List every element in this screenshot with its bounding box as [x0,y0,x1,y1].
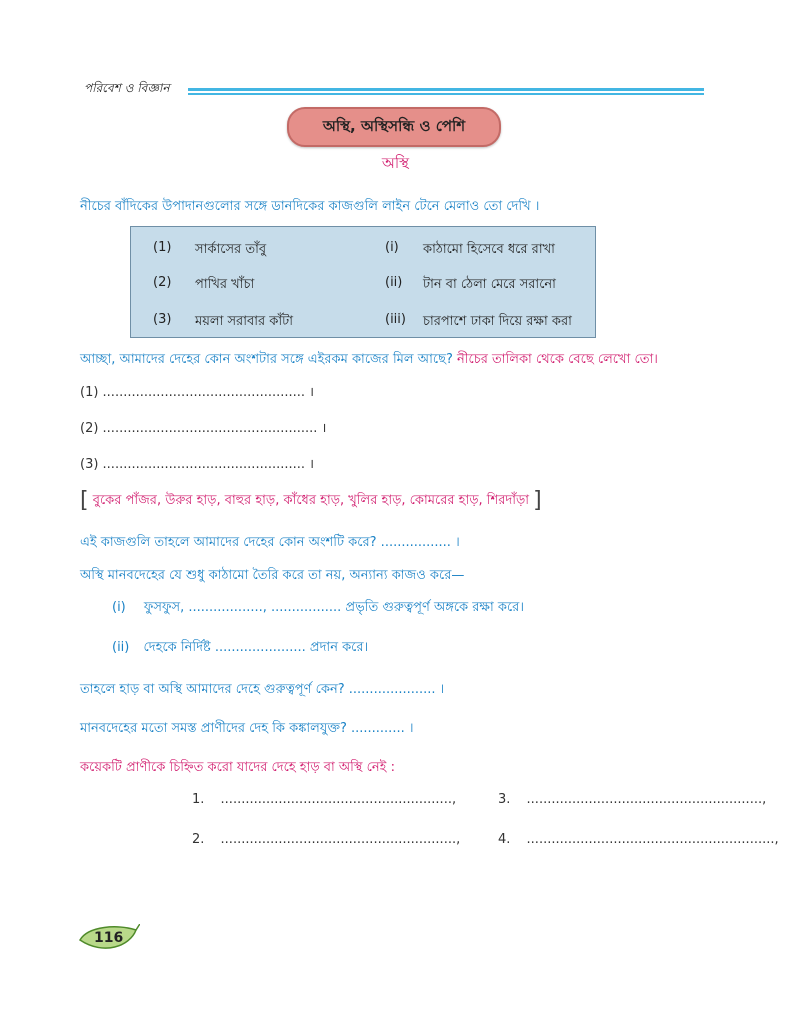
match-right-text: চারপাশে ঢাকা দিয়ে রক্ষা করা [423,314,572,329]
match-right-3 [385,312,572,329]
blank-num: 2. [192,832,205,847]
match-right-1 [385,240,555,257]
match-right-num: (i) [385,240,399,255]
match-left-text: পাখির খাঁচা [195,277,255,292]
chapter-title: অস্থি, অস্থিসন্ধি ও পেশি [322,116,466,135]
answer-blank-2[interactable]: (2) .................................................... । [80,421,327,436]
match-left-num: (3) [153,312,172,327]
match-right-2 [385,275,556,292]
blank-dots: ........................................................., [220,832,461,847]
match-left-text: ময়লা সরাবার কাঁটা [195,314,293,329]
match-right-text: কাঠামো হিসেবে ধরে রাখা [423,242,555,257]
sub-item-text: দেহকে নির্দিষ্ট ...................... প্রদান করে। [143,640,369,655]
bone-options-text: বুকের পাঁজর, উরুর হাড়, বাহুর হাড়, কাঁধের হাড়, খুলির হাড়, কোমরের হাড়, শিরদাঁড়া [88,493,534,508]
blank-num: 1. [192,792,205,807]
blank-num: 3. [498,792,511,807]
animal-blank-4[interactable] [498,832,779,847]
blank-dots: ............................................................, [526,832,779,847]
question-text: আচ্ছা, আমাদের দেহের কোন অংশটার সঙ্গে এইরকম কাজের মিল আছে? [80,352,453,367]
match-left-3 [153,312,293,329]
sub-item-num: (ii) [112,640,130,655]
question-body-part [80,350,658,371]
match-right-num: (iii) [385,312,406,327]
question-importance: তাহলে হাড় বা অস্থি আমাদের দেহে গুরুত্বপূর্ণ কেন? ..................... । [80,682,445,697]
animal-blank-2[interactable] [192,832,460,847]
animal-blank-1[interactable] [192,792,456,807]
blank-num: 4. [498,832,511,847]
sub-item-ii [112,638,368,659]
page-number: 116 [94,930,124,946]
bracket-close: ] [533,488,542,513]
blank-dots: ........................................................., [526,792,767,807]
bone-function-statement: অস্থি মানবদেহের যে শুধু কাঠামো তৈরি করে তা নয়, অন্যান্য কাজও করে— [80,568,465,583]
bone-options-list [80,488,542,513]
header-rule-secondary [188,93,704,95]
question-body-part-answer: এই কাজগুলি তাহলে আমাদের দেহের কোন অংশটি করে? ................. । [80,535,460,550]
question-boneless-animals: কয়েকটি প্রাণীকে চিহ্নিত করো যাদের দেহে হাড় বা অস্থি নেই : [80,760,395,775]
match-left-2 [153,275,255,292]
header-rule [188,88,704,91]
answer-blank-3[interactable]: (3) ................................................. । [80,457,315,472]
animal-blank-3[interactable] [498,792,766,807]
sub-item-text: ফুসফুস, .................., ................. প্রভৃতি গুরুত্বপূর্ণ অঙ্গকে রক্ষা করে। [143,600,524,615]
question-instruction: নীচের তালিকা থেকে বেছে লেখো তো। [452,352,658,367]
match-left-num: (1) [153,240,172,255]
match-left-1 [153,240,267,257]
bracket-open: [ [80,488,89,513]
match-right-text: টান বা ঠেলা মেরে সরানো [423,277,556,292]
running-header: পরিবেশ ও বিজ্ঞান [84,81,170,95]
match-left-num: (2) [153,275,172,290]
chapter-title-pill [287,107,501,147]
answer-blank-1[interactable]: (1) ................................................. । [80,385,315,400]
matching-table [130,226,596,338]
section-subtitle: অস্থি [381,154,410,172]
blank-dots: ........................................................, [220,792,457,807]
question-skeleton: মানবদেহের মতো সমস্ত প্রাণীদের দেহ কি কঙ্কালযুক্ত? ............. । [80,721,414,736]
match-left-text: সার্কাসের তাঁবু [195,242,267,257]
sub-item-i [112,598,524,619]
instruction-matching: নীচের বাঁদিকের উপাদানগুলোর সঙ্গে ডানদিকের কাজগুলি লাইন টেনে মেলাও তো দেখি । [80,199,540,214]
match-right-num: (ii) [385,275,403,290]
sub-item-num: (i) [112,600,126,615]
